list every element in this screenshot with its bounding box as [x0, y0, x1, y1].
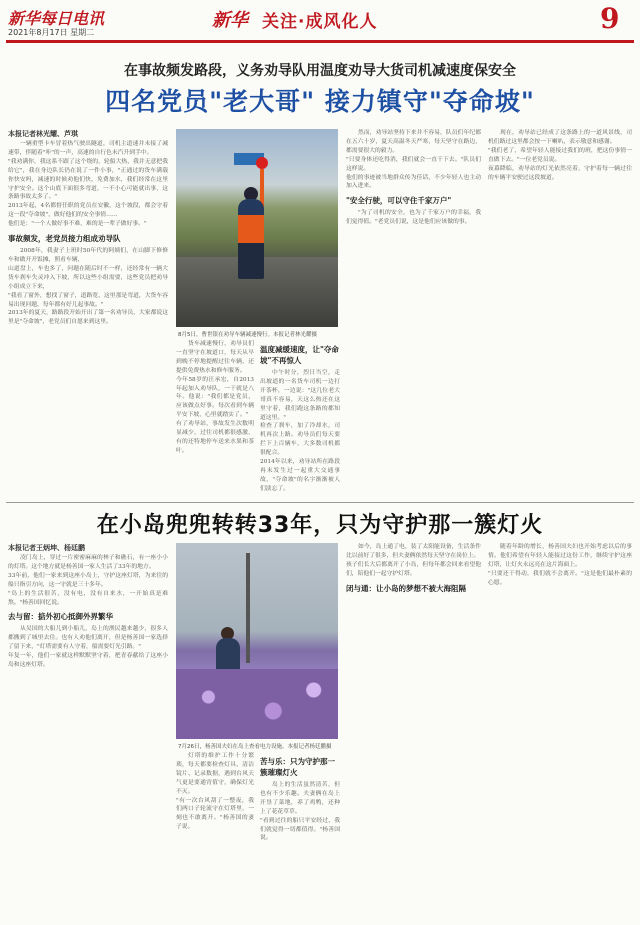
story2-col3-text: 岛上的生活虽然清苦，但也有不少乐趣。夫妻俩在岛上开垦了菜地，养了鸡鸭，还种上了花花草草。 "看到过往的船只平安经过，我们就觉得一切都值得。"杨善国说。	[260, 782, 340, 842]
story1-column-3	[260, 340, 340, 495]
story2-col1-text: 凌门岛上，穿过一片密密麻麻的林子和礁石，有一座小小的灯塔。这个地方就是杨善国一家人生活了33年的地方。 33年前，他们一家来到这座小岛上，守护这座灯塔，为来往的船只指引方向，这一守就是三十多年。 "岛上的生活很苦，没有电，没有自来水，一开始真是难熬。"杨善国回忆说。	[8, 555, 168, 606]
story2-photo-caption: 7月26日，杨善国夫妇在岛上查看电力设施。本报记者杨廷鹏摄	[178, 744, 332, 750]
story1-col3-text: 中午时分，烈日当空，走出坡道的一名货车司机一边打开茶杯，一边说："这几位老大哥真不容易，天这么热还在这里守着，我们跑这条路的都知道这里。" 检查了刹车，加了冷却水，司机再次上路。劝导员们每天要拦下上百辆车，大多数司机都很配合。 2014年以来，劝导站所在路段再未发生过一起重大交通事故，"夺命坡"的名字渐渐被人们淡忘了。	[260, 370, 340, 492]
story2-column-4	[346, 543, 481, 918]
brand-text: 新华每日电讯	[8, 9, 105, 28]
story1-column-1	[8, 140, 168, 495]
story1-photo	[176, 129, 338, 327]
story2-col4-text: 如今，岛上通了电，装了太阳能设备，生活条件比以前好了很多，但夫妻俩依然每天坚守在岗位上。 孩子们长大后都离开了小岛，但每年都会回来看望他们，陪他们一起守护灯塔。	[346, 544, 481, 577]
section-title: 关注·成风化人	[262, 12, 378, 32]
story2-column-3	[260, 752, 340, 918]
story2-col5-text: 随着年龄的增长，杨善国夫妇也开始考虑以后的事情。他们希望有年轻人能接过这份工作，继续守护这座灯塔，让灯火永远亮在这片海面上。 "只要还干得动，我们就不会离开。"这是他们最朴素的心愿。	[488, 544, 632, 586]
page-number: 9	[600, 2, 620, 35]
story1-col3-subhead: 温度减缓速度，让"夺命坡"不再惊人	[260, 345, 339, 365]
story1-col1-subhead: 事故频发，老党员接力组成劝导队	[8, 234, 121, 244]
story2-col4-subhead: 闭与通：让小岛的梦想不被大海阻隔	[346, 583, 466, 593]
story2-column-1	[8, 554, 168, 918]
story-divider	[6, 502, 634, 503]
story2-byline: 本报记者王炳坤、杨廷鹏	[8, 544, 85, 552]
story1-col1-text: 一辆重型卡车冒着热气驶出隧道，司机主道速并未接了减速带，伴随着"咔"的一声，高速的自行色未汽升到手中。 "我劝满你，我这系不跟了这个绕的，轮船大热，我并无意把我给它"，我在身边队长仍在说了一件小事，"正通过的货车满载你快安吗，减速的时候劝他们快，免费加水，我们经常在这里守护安全。这个山底下面很多弯道，一不小心可能就出事，这条路事故太多了。" 2013年起，4名都督任职的党员在安徽，这个坡段，都会守着这一段"夺命坡"，做好他们的安全事情…… 他们是："一个人做好事不难，难的是一辈子做好事。"	[8, 141, 168, 228]
story1-col4-text: 然而，劝导站坚持下来并不容易，队员们年纪都在五六十岁，夏天高温冬天严寒，每天坚守在路边，都需要很大的毅力。 "只要身体还吃得消，我们就会一直干下去。"队员们这样说。 他们的事迹被当地群众传为佳话，不少年轻人也主动加入进来。	[346, 130, 481, 190]
section-logo: 新华	[212, 10, 248, 31]
story1-col2-text: 货车减速慢行，劝导员们一直坚守在坡道口，每天从早到晚不停地提醒过往车辆，还提供免费热水和修车服务。 今年58岁的汪承宏，自2013年起加入劝导队，一干就是八年。他说："我们都是党员，应该做点好事。每次看到车辆平安下坡，心里就踏实了。" 有了劝导站，事故发生次数明显减少，过往司机都很感激，有的还特地停车送来水果和茶叶。	[176, 341, 254, 454]
story1-column-5	[488, 129, 632, 495]
story2-col1-subhead: 去与留：掂外初心抵御外界繁华	[8, 612, 113, 622]
story2-photo	[176, 543, 338, 739]
story1-col4-subhead: "安全行驶，可以守住千家万户"	[346, 196, 452, 206]
masthead	[0, 0, 640, 44]
story1-col5-text: 现在，劝导站已经成了这条路上的一道风景线，司机们路过这里都会按一下喇叭，表示敬意和感谢。 "我们老了，希望年轻人能接过我们的班，把这份事情一直做下去。"一位老党员说。 夜幕降临，劝导站的灯光依然亮着，守护着每一辆过往的车辆平安驶过这段坡道。	[488, 130, 632, 181]
stop-paddle-icon	[256, 157, 268, 169]
photo-person	[238, 199, 264, 279]
story2-col2-text: 灯塔的维护工作十分繁琐，每天都要检查灯具、清洁镜片、记录数据，遇到台风天气更是要通宵值守，确保灯光不灭。 "有一次台风刮了一整夜，我们两口子轮流守在灯塔里，一刻也不敢离开。"杨善国的妻子说。	[176, 753, 254, 831]
story2-headline: 在小岛兜兜转转33年，只为守护那一簇灯火	[96, 513, 544, 538]
masthead-rule	[6, 40, 634, 43]
story1-headline: 四名党员"老大哥" 接力镇守"夺命坡"	[105, 87, 535, 116]
story1-column-4	[346, 129, 481, 495]
issue-date: 2021年8月17日 星期二	[8, 28, 95, 37]
story1-kicker: 在事故频发路段，义务劝导队用温度劝导大货司机减速度保安全	[124, 63, 516, 79]
story1-photo-caption: 8月5日，曹世银在劝导车辆减速慢行。本报记者林光耀摄	[178, 332, 318, 338]
story1-byline: 本报记者林光耀、芦琪	[8, 130, 78, 138]
story2-column-5	[488, 543, 632, 918]
story2-col3-subhead: 苦与乐：只为守护那一簇璀璨灯火	[260, 757, 335, 777]
story2-column-2	[176, 752, 254, 918]
story2-col1-text-b: 从吴国的大船儿到小船儿，岛上的渔民越来越少，很多人都搬到了城里去住。也有人劝他们离开，但是杨善国一家选择了留下来，"灯塔需要有人守着，船需要灯光引路。" 年复一年，他们一家就这样默默坚守着，把青春献给了这座小岛和这座灯塔。	[8, 626, 168, 669]
story1-col4-text-b: "为了司机的安全，也为了千家万户的幸福，我们觉得值。"老党员们说，这是他们应该做的事。	[346, 210, 481, 226]
newspaper-brand	[8, 6, 104, 29]
photo-flowers	[176, 669, 338, 739]
story1-col1-text-b: 2008年，我妻子上班时50年代的阿姨们，在山脚下修修车和做开开饭摊，照看车辆， 山道盘上，车也多了，问题在随后时不一样，还经常有一辆大货车刹车失灵冲入下坡，所以这些小组需要，这些党员把劝导小组成立下来， "我看了窗外，想找了窗子，道路宽，这里那是弯道，大货车容易出现问题，每年都有好几起事故。" 2013年的夏天，路路段开始开出了第一名劝导员，大家都说这里是"夺命坡"，老党员们自愿来到这里。	[8, 248, 168, 326]
story1-column-2	[176, 340, 254, 495]
photo-power-pole	[246, 553, 250, 663]
